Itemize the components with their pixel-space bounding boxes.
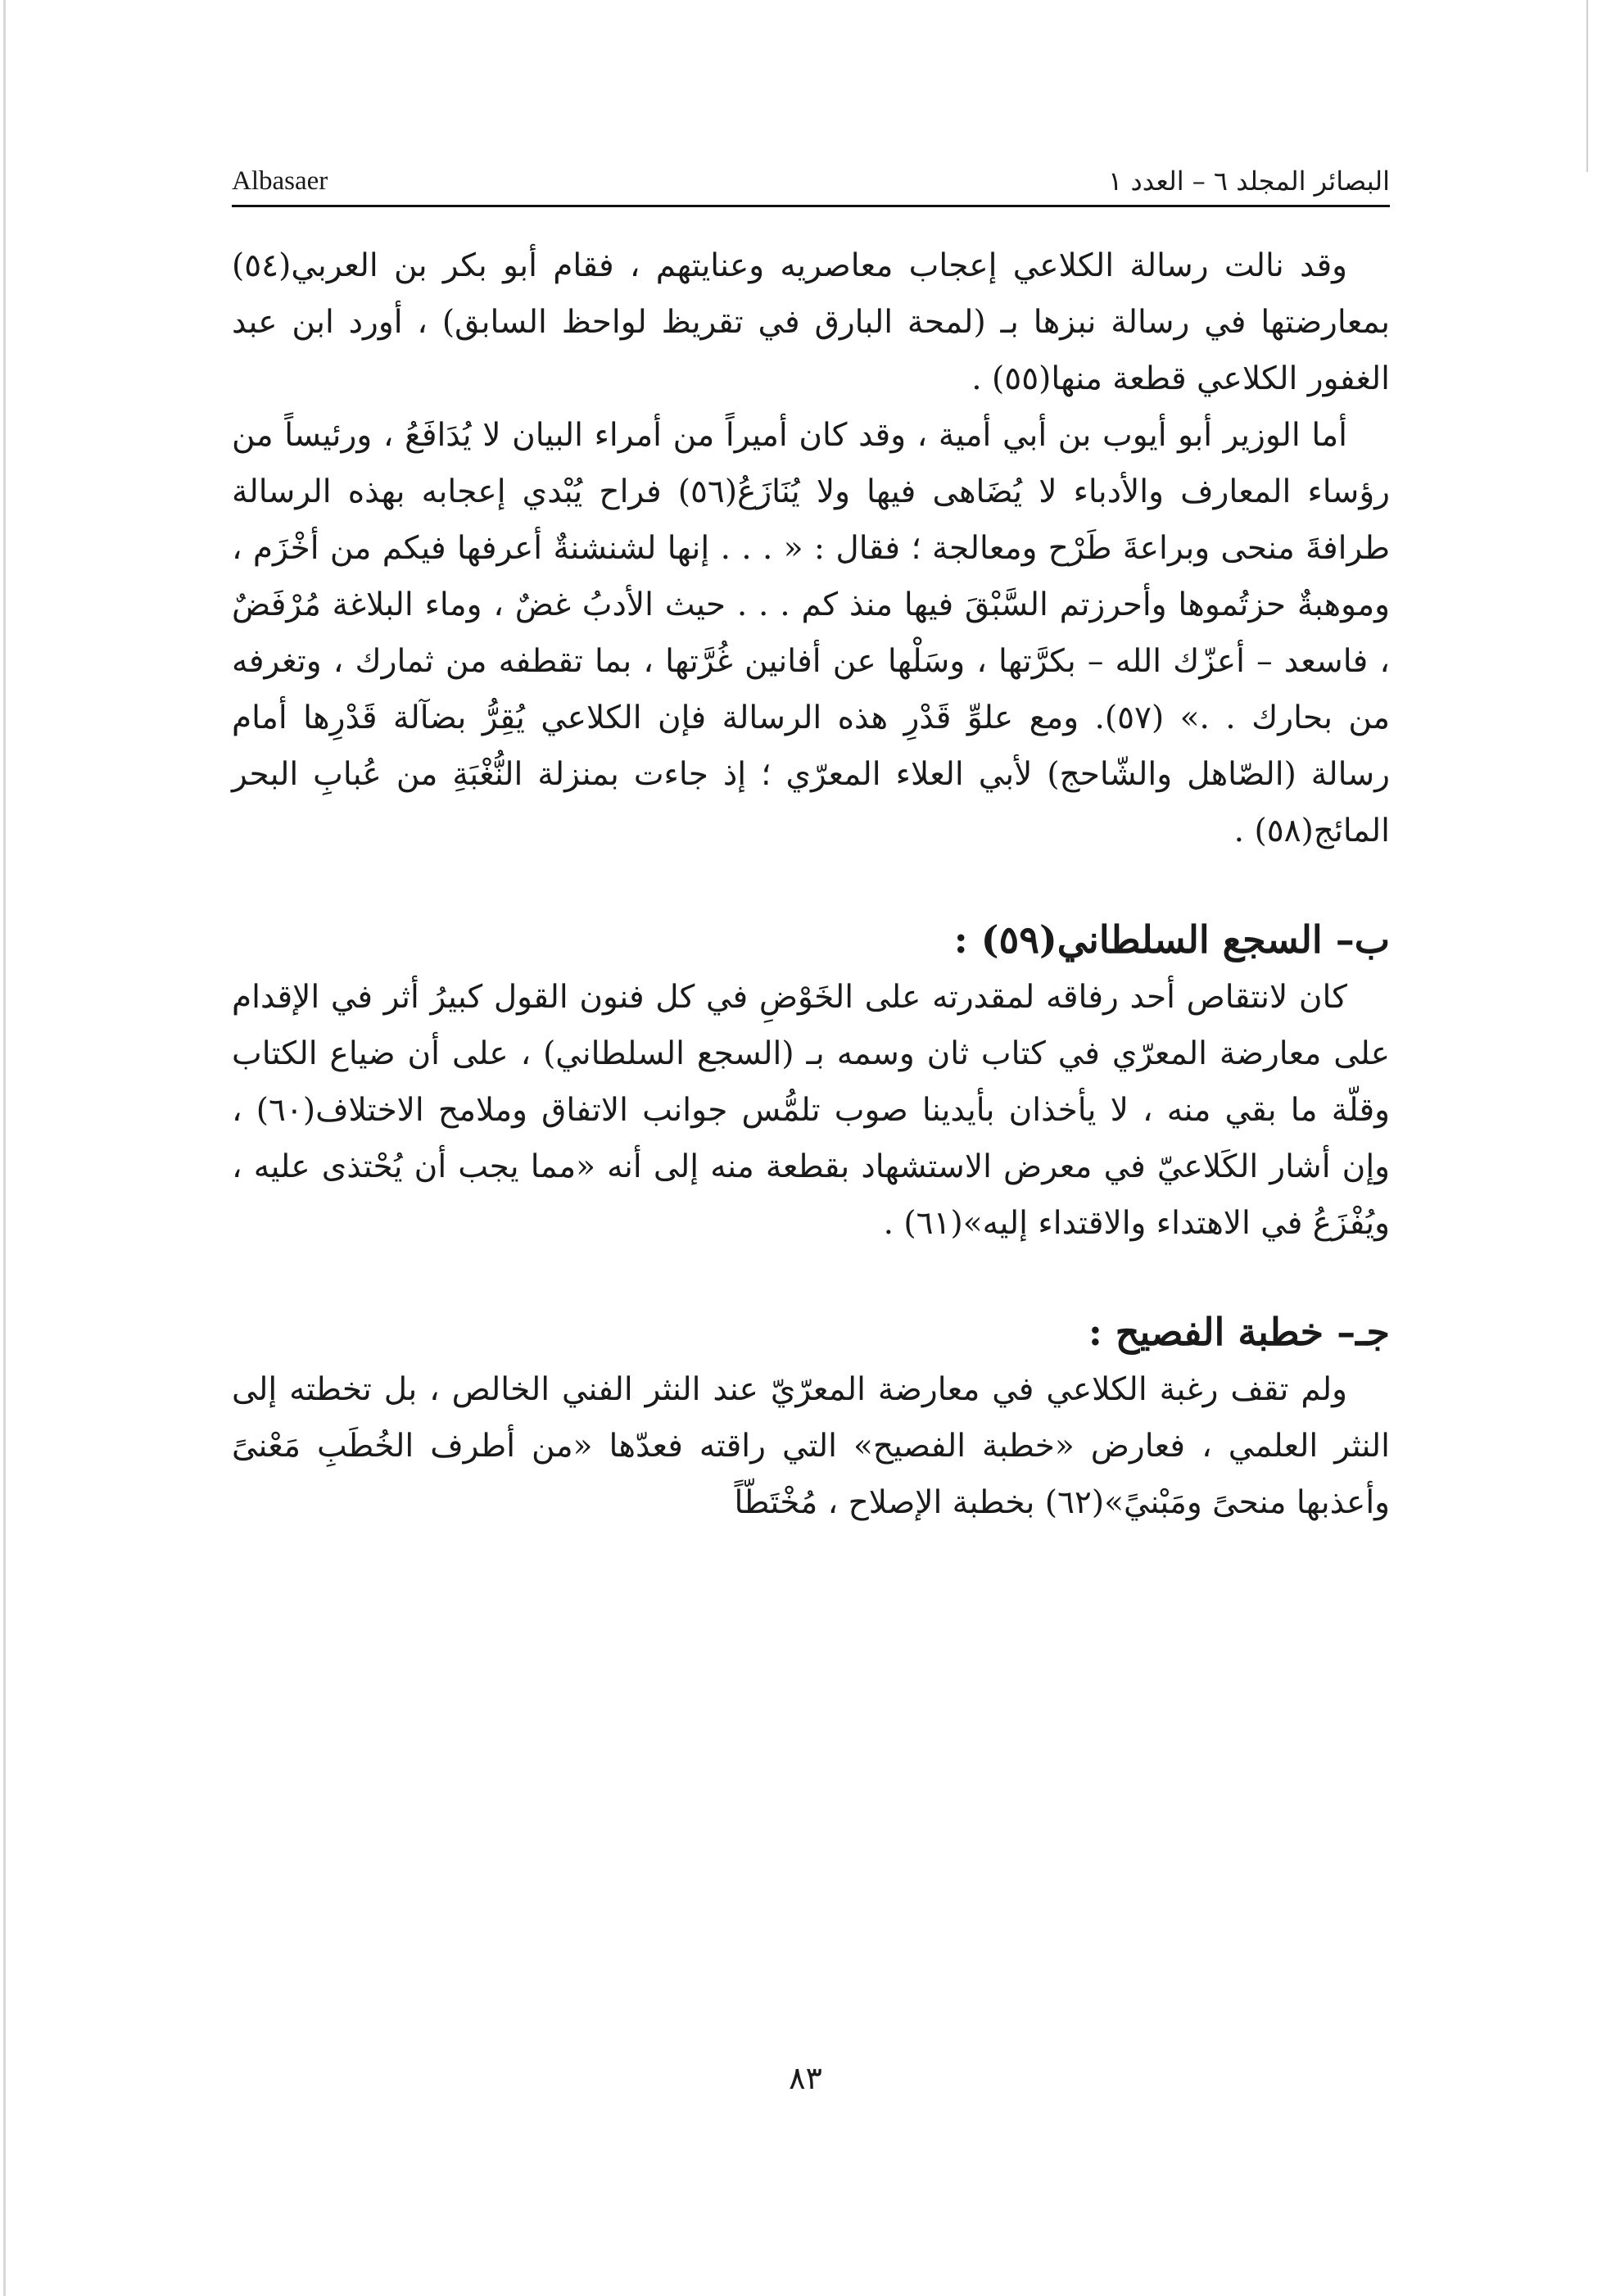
paragraph-1: وقد نالت رسالة الكلاعي إعجاب معاصريه وعنايتهم ، فقام أبو بكر بن العربي(٥٤) بمعارضتها في رسالة نبزها بـ (لمحة البارق في تقريظ لواحظ السابق) ، أورد ابن عبد الغفور الكلاعي قطعة منها(٥٥) .	[232, 247, 1390, 397]
journal-latin-title: Albasaer	[232, 166, 328, 196]
article-body	[232, 238, 1390, 1531]
page-number: ٨٣	[789, 2060, 822, 2096]
header-rule	[232, 205, 1390, 207]
section-heading-b: ب– السجع السلطاني(٥٩) :	[953, 917, 1390, 962]
paragraph-3: كان لانتقاص أحد رفاقه لمقدرته على الخَوْضِ في كل فنون القول كبيرُ أثر في الإقدام على معارضة المعرّي في كتاب ثان وسمه بـ (السجع السلطاني) ، على أن ضياع الكتاب وقلّة ما بقي منه ، لا يأخذان بأيدينا صوب تلمُّس جوانب الاتفاق وملامح الاختلاف(٦٠) ، وإن أشار الكَلاعيّ في معرض الاستشهاد بقطعة منه إلى أنه «مما يجب أن يُحْتذى عليه ، ويُفْزَعُ في الاهتداء والاقتداء إليه»(٦١) .	[232, 979, 1391, 1242]
scan-edge-left	[3, 0, 6, 2296]
paragraph-4: ولم تقف رغبة الكلاعي في معارضة المعرّيّ عند النثر الفني الخالص ، بل تخطته إلى النثر العلمي ، فعارض «خطبة الفصيح» التي راقته فعدّها «من أطرف الخُطَبِ مَعْنىً وأعذبها منحىً ومَبْنيً»(٦٢) بخطبة الإصلاح ، مُخْتَطّاً	[232, 1371, 1390, 1521]
journal-arabic-title: البصائر المجلد ٦ – العدد ١	[1108, 165, 1390, 197]
paragraph-2: أما الوزير أبو أيوب بن أبي أمية ، وقد كان أميراً من أمراء البيان لا يُدَافَعُ ، ورئيساً من رؤساء المعارف والأدباء لا يُضَاهى فيها ولا يُنَازَعُ(٥٦) فراح يُبْدي إعجابه بهذه الرسالة طرافةَ منحى وبراعةَ طَرْح ومعالجة ؛ فقال : « . . . إنها لشنشنةٌ أعرفها فيكم من أخْزَم ، وموهبةٌ حزتُموها وأحرزتم السَّبْقَ فيها منذ كم . . . حيث الأدبُ غضٌ ، وماء البلاغة مُرْفَضٌ ، فاسعد – أعزّك الله – بكرَّتها ، وسَلْها عن أفانين غُرَّتها ، بما تقطفه من ثمارك ، وتغرفه من بحارك . .» (٥٧). ومع علوِّ قَدْرِ هذه الرسالة فإن الكلاعي يُقِرُّ بضآلة قَدْرِها أمام رسالة (الصّاهل والشّاحج) لأبي العلاء المعرّي ؛ إذ جاءت بمنزلة النُّغْبَةِ من عُبابِ البحر المائج(٥٨) .	[232, 417, 1391, 849]
running-header	[232, 147, 1390, 197]
section-heading-j: جـ– خطبة الفصيح :	[1088, 1310, 1390, 1354]
scan-edge-right	[1586, 0, 1588, 172]
